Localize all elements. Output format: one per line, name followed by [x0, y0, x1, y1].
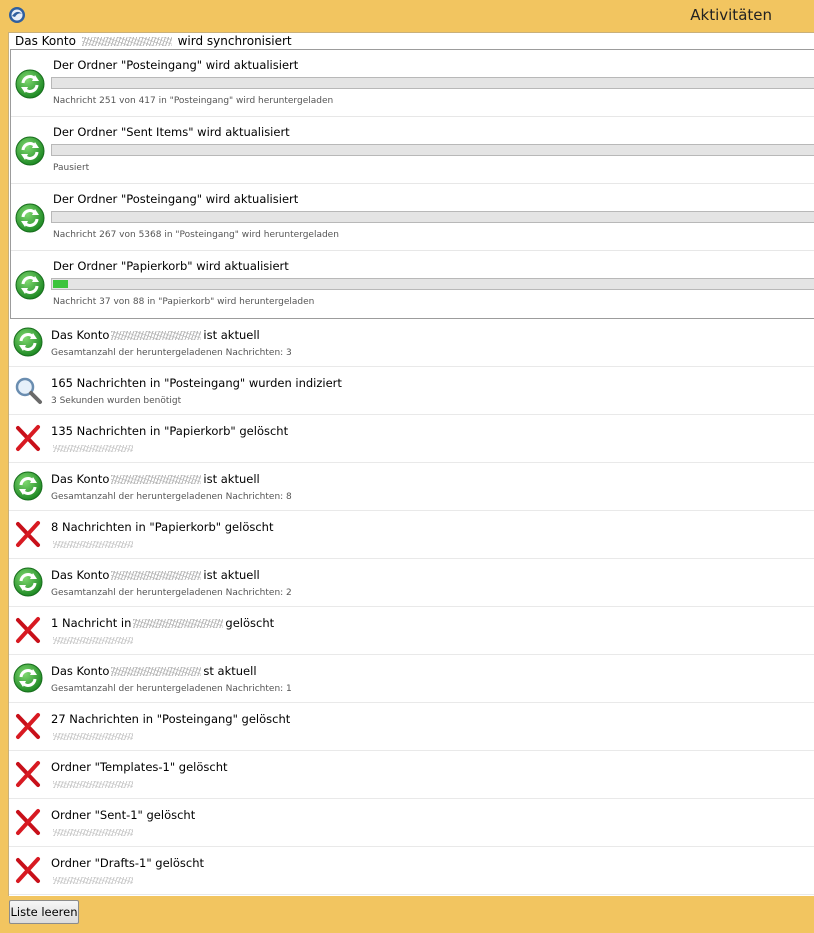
event-list: [9, 319, 814, 895]
sync-task-row[interactable]: [11, 117, 814, 184]
event-row[interactable]: [9, 847, 814, 895]
event-title: [51, 328, 260, 342]
delete-icon: [13, 615, 43, 645]
redacted-name: [111, 667, 201, 676]
sync-task-row[interactable]: [11, 184, 814, 251]
sync-icon: [15, 136, 45, 166]
event-title-text: Ordner "Templates-1" gelöscht: [51, 760, 228, 774]
event-title: [51, 568, 260, 582]
event-title: [51, 376, 342, 390]
event-row[interactable]: [9, 655, 814, 703]
event-title-text: 165 Nachrichten in "Posteingang" wurden indiziert: [51, 376, 342, 390]
event-row[interactable]: [9, 607, 814, 655]
task-progress-bar: [51, 144, 814, 156]
redacted-detail: [51, 876, 135, 886]
delete-icon: [13, 759, 43, 789]
delete-icon: [13, 423, 43, 453]
event-detail: Gesamtanzahl der heruntergeladenen Nachrichten: 2: [51, 588, 292, 598]
task-status: Pausiert: [53, 163, 90, 173]
sync-group: [10, 49, 814, 319]
redacted-name: [111, 475, 201, 484]
event-title-suffix: ist aktuell: [203, 328, 260, 342]
sync-task-row[interactable]: [11, 50, 814, 117]
redacted-detail: [51, 540, 135, 550]
event-title-text: Ordner "Sent-1" gelöscht: [51, 808, 196, 822]
event-detail: Gesamtanzahl der heruntergeladenen Nachrichten: 1: [51, 684, 292, 694]
event-title-suffix: ist aktuell: [203, 472, 260, 486]
redacted-detail: [51, 636, 135, 646]
event-title-suffix: ist aktuell: [203, 568, 260, 582]
event-title-suffix: st aktuell: [203, 664, 257, 678]
event-detail: Gesamtanzahl der heruntergeladenen Nachrichten: 8: [51, 492, 292, 502]
redacted-name: [111, 331, 201, 340]
clear-list-button[interactable]: Liste leeren: [9, 900, 79, 924]
event-title-text: Das Konto: [51, 664, 110, 678]
event-row[interactable]: [9, 463, 814, 511]
event-row[interactable]: [9, 319, 814, 367]
event-title-text: Ordner "Drafts-1" gelöscht: [51, 856, 205, 870]
event-row[interactable]: [9, 367, 814, 415]
event-title-text: 1 Nachricht in: [51, 616, 132, 630]
event-title-text: 8 Nachrichten in "Papierkorb" gelöscht: [51, 520, 274, 534]
event-title: [51, 712, 290, 726]
redacted-detail: [51, 828, 135, 838]
sync-icon: [13, 471, 43, 501]
event-title-text: Das Konto: [51, 472, 110, 486]
sync-task-row[interactable]: [11, 251, 814, 317]
task-status: Nachricht 267 von 5368 in "Posteingang" wird heruntergeladen: [53, 230, 339, 240]
event-row[interactable]: [9, 799, 814, 847]
sync-group-header: [9, 33, 814, 49]
redacted-name: [133, 619, 223, 628]
sync-icon: [15, 203, 45, 233]
sync-icon: [13, 663, 43, 693]
event-title: [51, 616, 274, 630]
task-progress-bar: [51, 278, 814, 290]
task-title: Der Ordner "Sent Items" wird aktualisiert: [53, 125, 290, 139]
event-title: [51, 808, 195, 822]
group-header-prefix: Das Konto: [15, 34, 76, 48]
task-status: Nachricht 251 von 417 in "Posteingang" wird heruntergeladen: [53, 96, 334, 106]
group-header-suffix: wird synchronisiert: [177, 34, 292, 48]
sync-icon: [13, 327, 43, 357]
event-row[interactable]: [9, 415, 814, 463]
task-progress-fill: [53, 280, 68, 288]
delete-icon: [13, 807, 43, 837]
event-title-text: 27 Nachrichten in "Posteingang" gelöscht: [51, 712, 291, 726]
event-title-text: Das Konto: [51, 568, 110, 582]
event-title: [51, 520, 273, 534]
redacted-detail: [51, 444, 135, 454]
delete-icon: [13, 519, 43, 549]
sync-icon: [15, 270, 45, 300]
title-bar: [0, 0, 814, 32]
delete-icon: [13, 855, 43, 885]
redacted-account: [82, 37, 172, 46]
task-progress-bar: [51, 77, 814, 89]
event-title-text: Das Konto: [51, 328, 110, 342]
event-row[interactable]: [9, 703, 814, 751]
task-status: Nachricht 37 von 88 in "Papierkorb" wird heruntergeladen: [53, 297, 315, 307]
event-row[interactable]: [9, 751, 814, 799]
magnifier-icon: [13, 375, 43, 405]
event-row[interactable]: [9, 559, 814, 607]
event-title: [51, 664, 257, 678]
task-title: Der Ordner "Posteingang" wird aktualisiert: [53, 58, 299, 72]
event-title: [51, 424, 288, 438]
event-title: [51, 856, 204, 870]
redacted-detail: [51, 732, 135, 742]
redacted-name: [111, 571, 201, 580]
event-detail: 3 Sekunden wurden benötigt: [51, 396, 182, 406]
event-title-suffix: gelöscht: [225, 616, 275, 630]
task-progress-bar: [51, 211, 814, 223]
event-detail: Gesamtanzahl der heruntergeladenen Nachrichten: 3: [51, 348, 292, 358]
sync-icon: [13, 567, 43, 597]
thunderbird-app-icon[interactable]: [8, 6, 26, 24]
redacted-detail: [51, 780, 135, 790]
activity-list[interactable]: [8, 32, 814, 896]
delete-icon: [13, 711, 43, 741]
window-title: Aktivitäten: [690, 6, 772, 24]
event-row[interactable]: [9, 511, 814, 559]
event-title: [51, 760, 228, 774]
event-title: [51, 472, 260, 486]
sync-icon: [15, 69, 45, 99]
event-title-text: 135 Nachrichten in "Papierkorb" gelöscht: [51, 424, 289, 438]
task-title: Der Ordner "Papierkorb" wird aktualisiert: [53, 259, 289, 273]
task-title: Der Ordner "Posteingang" wird aktualisiert: [53, 192, 299, 206]
